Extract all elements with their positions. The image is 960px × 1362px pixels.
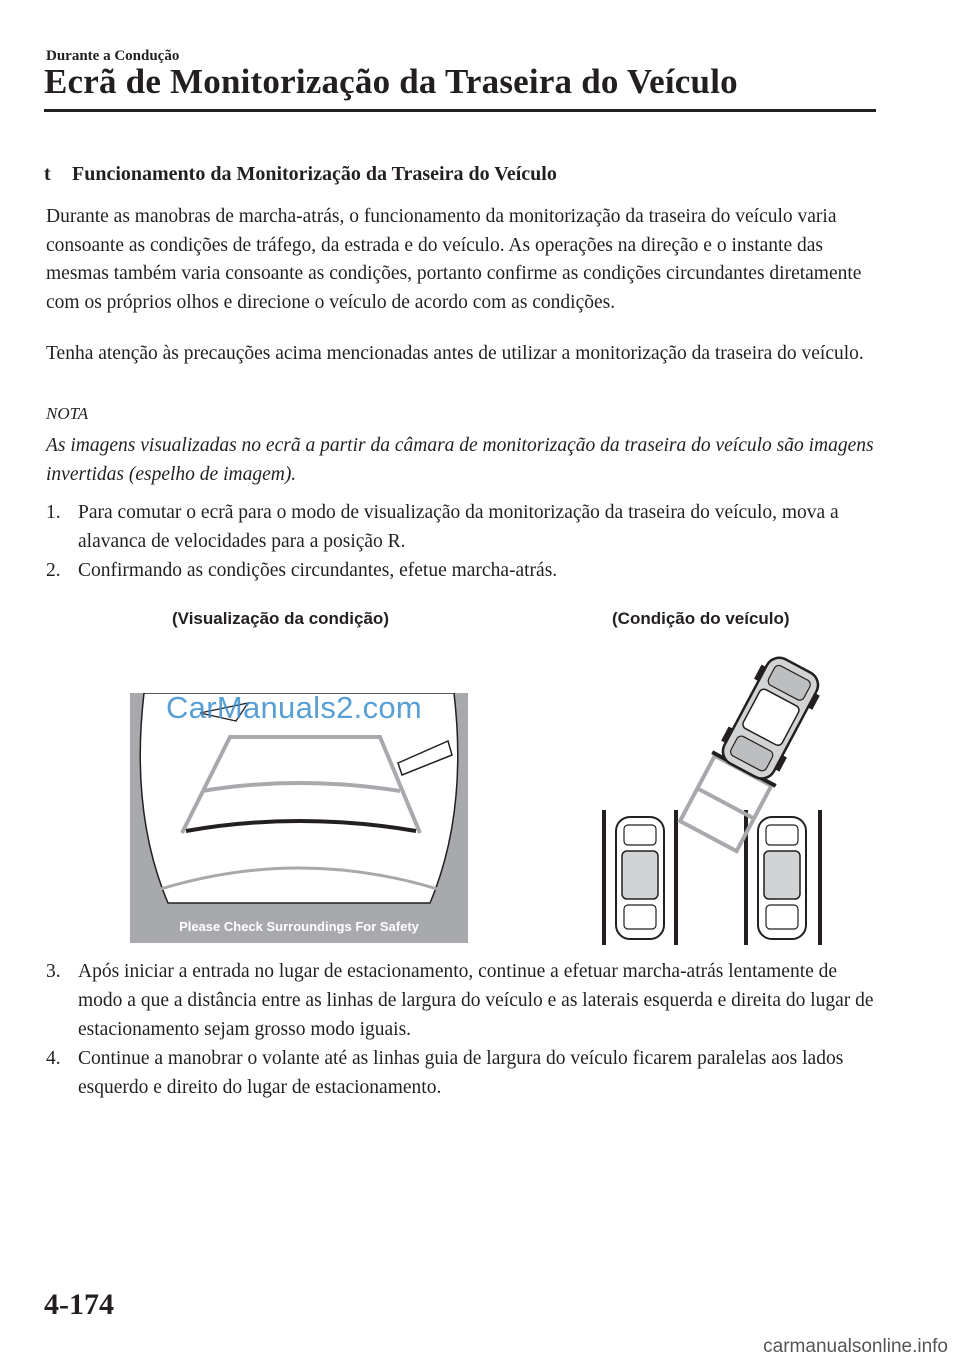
subheading (44, 163, 557, 186)
parking-line-mid (674, 810, 678, 945)
parked-car-right (758, 817, 806, 939)
rear-view-screen-figure (130, 693, 468, 943)
parking-line-right (818, 810, 822, 945)
step-text: Confirmando as condições circundantes, efetue marcha-atrás. (78, 560, 558, 581)
figure-caption-left: (Visualização da condição) (172, 609, 389, 628)
step-number: 1. (46, 502, 61, 523)
step-3 (46, 957, 876, 1044)
step-number: 2. (46, 560, 61, 581)
page-number: 4-174 (44, 1288, 114, 1321)
step-text: Após iniciar a entrada no lugar de estacionamento, continue a efetuar marcha-atrás lentamente de modo a que a distância entre as linhas de largura do veículo e as laterais esquerda e direita do lugar de estacionamento sejam grosso modo iguais. (78, 961, 874, 1040)
step-1 (46, 498, 876, 556)
paragraph-intro: Durante as manobras de marcha-atrás, o funcionamento da monitorização da traseira do veículo varia consoante as condições de tráfego, da estrada e do veículo. As operações na direção e o instante das mesmas também varia consoante as condições, portanto confirme as condições circundantes diretamente com os próprios olhos e direcione o veículo de acordo com as condições. (46, 206, 862, 313)
step-text: Para comutar o ecrã para o modo de visualização da monitorização da traseira do veículo, mova a alavanca de velocidades para a posição R. (78, 502, 839, 552)
vehicle-condition-figure (596, 655, 830, 950)
footer-site: carmanualsonline.info (763, 1336, 948, 1357)
step-2 (46, 556, 876, 585)
figure-caption-right: (Condição do veículo) (612, 609, 790, 628)
parking-line-left (602, 810, 606, 945)
watermark: CarManuals2.com (166, 690, 423, 725)
step-number: 4. (46, 1048, 61, 1069)
subheading-marker: t (44, 163, 51, 185)
paragraph-caution: Tenha atenção às precauções acima mencionadas antes de utilizar a monitorização da traseira do veículo. (46, 343, 864, 364)
note-text: As imagens visualizadas no ecrã a partir da câmara de monitorização da traseira do veículo são imagens invertidas (espelho de imagem). (46, 435, 874, 485)
step-number: 3. (46, 961, 61, 982)
note-label: NOTA (46, 404, 89, 423)
parked-car-left (616, 817, 664, 939)
subheading-text: Funcionamento da Monitorização da Traseira do Veículo (72, 163, 557, 185)
step-text: Continue a manobrar o volante até as linhas guia de largura do veículo ficarem paralelas aos lados esquerdo e direito do lugar de estacionamento. (78, 1048, 844, 1098)
step-4 (46, 1044, 876, 1102)
title-rule (44, 109, 876, 112)
section-label: Durante a Condução (46, 48, 180, 64)
screen-message: Please Check Surroundings For Safety (179, 919, 419, 934)
page-title: Ecrã de Monitorização da Traseira do Veículo (44, 62, 738, 101)
